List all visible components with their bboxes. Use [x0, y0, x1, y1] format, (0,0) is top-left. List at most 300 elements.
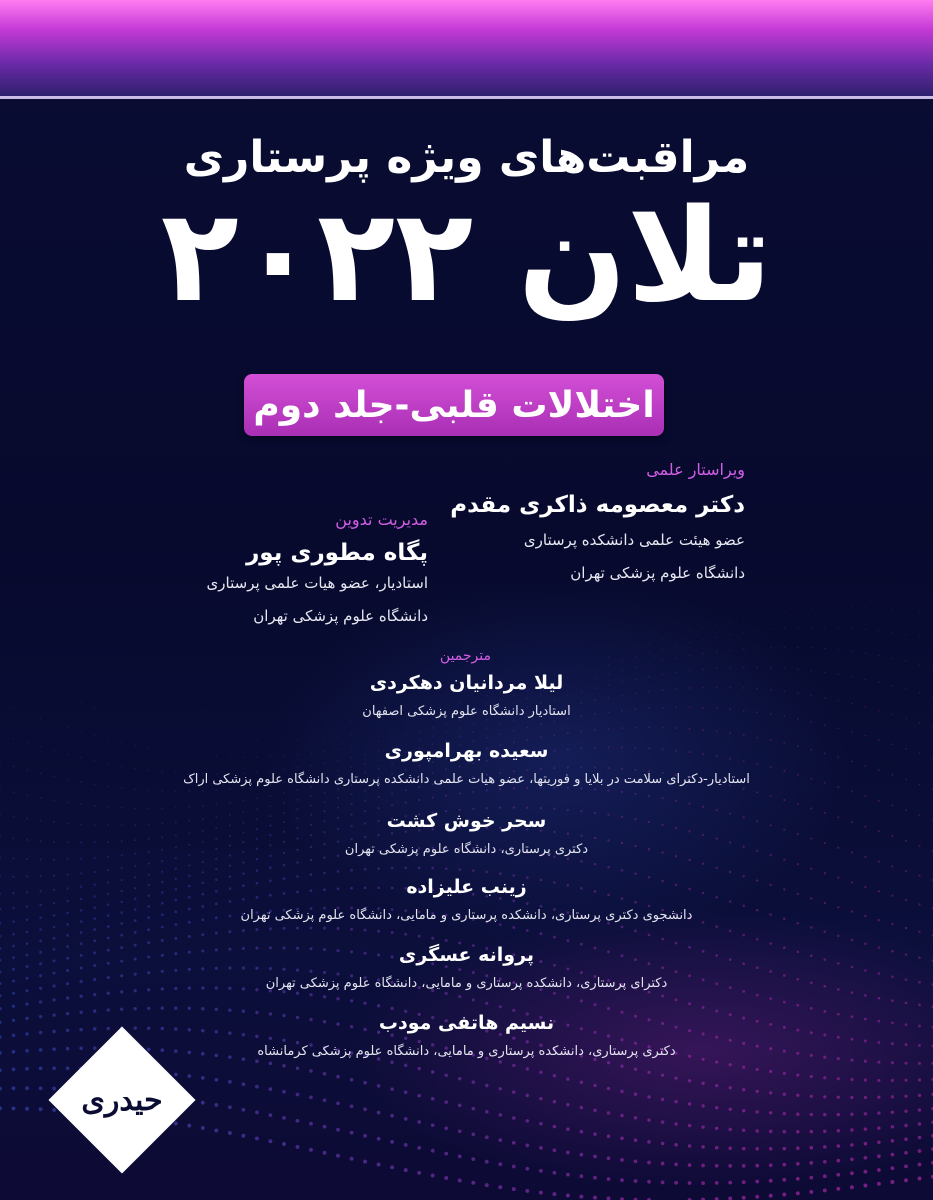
wave-dot: [405, 769, 407, 771]
wave-dot: [309, 1095, 313, 1099]
wave-dot: [539, 1071, 542, 1074]
wave-dot: [471, 1157, 475, 1161]
wave-dot: [458, 1155, 462, 1159]
wave-dot: [67, 667, 68, 668]
wave-dot: [918, 903, 920, 905]
wave-dot: [255, 1059, 259, 1063]
wave-dot: [607, 1035, 610, 1038]
wave-dot: [878, 997, 881, 1000]
wave-dot: [526, 726, 528, 728]
wave-dot: [838, 649, 839, 650]
wave-dot: [769, 1194, 773, 1198]
wave-dot: [566, 1151, 570, 1155]
wave-dot: [0, 994, 2, 997]
wave-dot: [742, 905, 745, 908]
wave-dot: [94, 735, 95, 736]
wave-dot: [809, 1190, 813, 1194]
wave-dot: [891, 805, 893, 807]
wave-dot: [255, 1111, 259, 1115]
wave-dot: [107, 904, 110, 907]
wave-dot: [377, 1137, 381, 1141]
wave-dot: [296, 927, 299, 930]
translator-name: سحر خوش کشت: [386, 810, 547, 832]
wave-dot: [838, 627, 839, 628]
wave-dot: [391, 867, 394, 870]
wave-dot: [661, 966, 664, 969]
translator-affiliation: دکتری پرستاری، دانشگاه علوم پزشکی تهران: [344, 842, 589, 857]
wave-dot: [67, 698, 68, 699]
wave-dot: [364, 868, 367, 871]
wave-dot: [283, 792, 285, 794]
wave-dot: [823, 1076, 826, 1079]
wave-dot: [473, 723, 475, 725]
wave-dot: [836, 1173, 840, 1177]
wave-dot: [716, 730, 718, 732]
wave-dot: [675, 645, 676, 646]
wave-dot: [566, 1103, 569, 1106]
wave-dot: [703, 627, 704, 628]
wave-dot: [337, 797, 339, 799]
wave-dot: [161, 836, 163, 838]
wave-dot: [377, 930, 380, 933]
wave-dot: [837, 1113, 840, 1116]
wave-dot: [405, 789, 407, 791]
wave-dot: [324, 792, 326, 794]
wave-dot: [297, 767, 299, 769]
wave-dot: [229, 788, 231, 790]
wave-dot: [784, 667, 786, 669]
wave-dot: [904, 1124, 907, 1127]
wave-dot: [634, 901, 637, 904]
wave-dot: [769, 1111, 772, 1114]
wave-dot: [567, 732, 569, 734]
wave-dot: [919, 663, 920, 664]
wave-dot: [864, 994, 867, 997]
wave-dot: [52, 1066, 56, 1070]
wave-dot: [674, 1076, 677, 1079]
wave-dot: [594, 668, 595, 669]
wave-dot: [404, 867, 407, 870]
wave-dot: [431, 1097, 435, 1101]
wave-dot: [661, 1162, 665, 1166]
wave-dot: [310, 834, 312, 836]
wave-dot: [769, 1163, 773, 1167]
wave-dot: [445, 768, 447, 770]
wave-dot: [594, 863, 597, 866]
wave-dot: [796, 1146, 800, 1150]
wave-dot: [566, 1173, 570, 1177]
wave-dot: [202, 805, 204, 807]
wave-dot: [702, 863, 704, 865]
wave-dot: [593, 1196, 597, 1200]
wave-dot: [674, 1143, 678, 1147]
wave-dot: [742, 1109, 745, 1112]
wave-dot: [25, 1067, 29, 1071]
wave-dot: [67, 858, 69, 860]
wave-dot: [782, 1193, 786, 1197]
wave-dot: [810, 1113, 813, 1116]
wave-dot: [40, 656, 41, 657]
wave-dot: [215, 967, 218, 970]
wave-dot: [26, 839, 28, 841]
wave-dot: [121, 787, 123, 789]
wave-dot: [147, 928, 150, 931]
wave-dot: [864, 1156, 868, 1160]
wave-dot: [864, 1142, 868, 1146]
wave-dot: [554, 721, 556, 723]
wave-dot: [608, 697, 610, 699]
wave-dot: [755, 1129, 758, 1132]
wave-dot: [405, 734, 406, 735]
wave-dot: [729, 1063, 732, 1066]
wave-dot: [620, 1090, 623, 1093]
wave-dot: [147, 971, 150, 974]
wave-dot: [755, 1164, 759, 1168]
wave-dot: [539, 1191, 543, 1195]
wave-dot: [701, 1164, 705, 1168]
wave-dot: [337, 722, 338, 723]
wave-dot: [243, 787, 245, 789]
wave-dot: [13, 791, 15, 793]
wave-dot: [525, 1167, 529, 1171]
wave-dot: [634, 930, 637, 933]
wave-dot: [485, 1183, 489, 1187]
wave-dot: [850, 1038, 853, 1041]
wave-dot: [201, 967, 204, 970]
wave-dot: [593, 1109, 596, 1112]
wave-dot: [891, 1095, 894, 1098]
wave-dot: [702, 669, 704, 671]
wave-dot: [647, 1071, 650, 1074]
wave-dot: [864, 1170, 868, 1174]
wave-dot: [890, 1180, 894, 1184]
wave-dot: [471, 1181, 475, 1185]
wave-dot: [80, 858, 82, 860]
wave-dot: [214, 1103, 218, 1107]
wave-dot: [905, 899, 907, 901]
wave-dot: [567, 695, 569, 697]
wave-dot: [608, 664, 609, 665]
wave-dot: [445, 731, 447, 733]
wave-dot: [770, 667, 772, 669]
wave-dot: [12, 1068, 16, 1072]
wave-dot: [297, 722, 298, 723]
wave-dot: [715, 925, 718, 928]
wave-dot: [486, 695, 487, 696]
wave-dot: [539, 932, 542, 935]
wave-dot: [296, 1145, 300, 1149]
wave-dot: [810, 721, 812, 723]
wave-dot: [891, 1166, 895, 1170]
wave-dot: [458, 868, 461, 871]
wave-dot: [0, 733, 1, 735]
wave-dot: [147, 1007, 150, 1010]
wave-dot: [784, 611, 785, 612]
wave-dot: [797, 668, 799, 670]
wave-dot: [824, 724, 826, 726]
wave-dot: [174, 1121, 178, 1125]
publisher-logo: [48, 1026, 195, 1173]
wave-dot: [729, 900, 732, 903]
wave-dot: [796, 1191, 800, 1195]
wave-dot: [648, 652, 649, 653]
wave-dot: [283, 769, 285, 771]
wave-dot: [0, 639, 1, 640]
wave-dot: [742, 1088, 745, 1091]
wave-dot: [891, 923, 893, 925]
wave-dot: [39, 928, 42, 931]
wave-dot: [634, 1093, 637, 1096]
wave-dot: [13, 738, 15, 740]
wave-dot: [0, 1035, 2, 1038]
wave-dot: [310, 926, 313, 929]
wave-dot: [53, 800, 55, 802]
wave-dot: [121, 765, 123, 767]
wave-dot: [0, 1087, 2, 1091]
wave-dot: [567, 858, 570, 861]
wave-dot: [770, 795, 772, 797]
wave-dot: [323, 1151, 327, 1155]
translator-name: لیلا مردانیان دهکردی: [369, 672, 564, 694]
wave-dot: [823, 1130, 826, 1133]
wave-dot: [864, 1096, 867, 1099]
wave-dot: [715, 1146, 719, 1150]
wave-dot: [175, 899, 178, 902]
wave-dot: [270, 721, 271, 722]
wave-dot: [499, 923, 502, 926]
wave-dot: [864, 1039, 867, 1042]
wave-dot: [865, 629, 866, 630]
wave-dot: [499, 733, 501, 735]
wave-dot: [336, 1101, 340, 1105]
wave-dot: [161, 970, 164, 973]
wave-dot: [701, 1104, 704, 1107]
wave-dot: [499, 723, 501, 725]
wave-dot: [701, 1082, 704, 1085]
wave-dot: [702, 834, 704, 836]
wave-dot: [323, 1072, 327, 1076]
wave-dot: [296, 861, 299, 864]
wave-dot: [865, 735, 867, 737]
wave-dot: [215, 903, 218, 906]
wave-dot: [620, 1064, 623, 1067]
wave-dot: [634, 793, 636, 795]
wave-dot: [729, 667, 731, 669]
wave-dot: [26, 931, 29, 934]
publisher-logo-text: حیدری: [81, 1082, 163, 1118]
wave-dot: [12, 857, 14, 859]
wave-dot: [742, 1196, 746, 1200]
wave-dot: [40, 797, 42, 799]
wave-dot: [877, 1096, 880, 1099]
wave-dot: [566, 967, 569, 970]
wave-dot: [39, 904, 41, 906]
wave-dot: [918, 931, 920, 933]
wave-dot: [567, 767, 569, 769]
wave-dot: [256, 869, 259, 872]
wave-dot: [53, 902, 55, 904]
wave-dot: [256, 838, 258, 840]
wave-dot: [743, 734, 745, 736]
wave-dot: [242, 898, 245, 901]
wave-dot: [716, 867, 718, 869]
wave-dot: [228, 966, 231, 969]
wave-dot: [904, 1137, 908, 1141]
wave-dot: [593, 1132, 597, 1136]
wave-dot: [498, 1162, 502, 1166]
wave-dot: [755, 1180, 759, 1184]
wave-dot: [742, 1066, 745, 1069]
wave-dot: [282, 1064, 286, 1068]
wave-dot: [66, 934, 69, 937]
wave-dot: [689, 631, 690, 632]
wave-dot: [175, 857, 177, 859]
wave-dot: [674, 1122, 677, 1125]
wave-dot: [674, 1181, 678, 1185]
wave-dot: [796, 1162, 800, 1166]
wave-dot: [581, 665, 582, 666]
wave-dot: [161, 939, 164, 942]
wave-dot: [378, 730, 379, 731]
wave-dot: [918, 1136, 922, 1140]
wave-dot: [553, 734, 555, 736]
wave-dot: [635, 647, 636, 648]
wave-dot: [607, 1156, 611, 1160]
wave-dot: [742, 1180, 746, 1184]
wave-dot: [661, 1074, 664, 1077]
wave-dot: [810, 1095, 813, 1098]
wave-dot: [66, 1066, 70, 1070]
wave-dot: [715, 1164, 719, 1168]
wave-dot: [864, 1079, 867, 1082]
translator-affiliation: استادیار-دکترای سلامت در بلایا و فوریتها، عضو هیات علمی دانشکده پرستاری دانشگاه علوم پزشکی اراک: [183, 772, 750, 787]
wave-dot: [837, 1036, 840, 1039]
wave-dot: [93, 939, 96, 942]
wave-dot: [580, 1174, 584, 1178]
wave-dot: [269, 927, 272, 930]
wave-dot: [554, 698, 556, 700]
wave-dot: [53, 972, 56, 975]
wave-dot: [201, 933, 204, 936]
wave-dot: [405, 802, 407, 804]
wave-dot: [553, 1171, 557, 1175]
wave-dot: [215, 1008, 218, 1011]
wave-dot: [94, 871, 96, 873]
translator-affiliation: دانشجوی دکتری پرستاری، دانشکده پرستاری و مامایی، دانشگاه علوم پزشکی تهران: [240, 908, 693, 923]
wave-dot: [689, 728, 691, 730]
wave-dot: [823, 1188, 827, 1192]
wave-dot: [905, 870, 907, 872]
wave-dot: [134, 865, 136, 867]
wave-dot: [904, 1165, 908, 1169]
wave-dot: [716, 636, 717, 637]
wave-dot: [661, 1142, 665, 1146]
wave-dot: [607, 1061, 610, 1064]
wave-dot: [661, 1120, 664, 1123]
wave-dot: [837, 700, 839, 702]
wave-dot: [390, 1007, 393, 1010]
wave-dot: [824, 930, 827, 933]
wave-dot: [148, 723, 149, 724]
wave-dot: [215, 838, 217, 840]
wave-dot: [621, 652, 622, 653]
wave-dot: [742, 1129, 745, 1132]
wave-dot: [905, 609, 906, 610]
wave-dot: [567, 833, 569, 835]
wave-dot: [188, 790, 190, 792]
wave-dot: [0, 1106, 2, 1110]
wave-dot: [242, 1082, 246, 1086]
wave-dot: [390, 1140, 394, 1144]
wave-dot: [309, 970, 312, 973]
wave-dot: [526, 929, 529, 932]
wave-dot: [728, 1197, 732, 1200]
wave-dot: [824, 872, 826, 874]
series-title: مراقبت‌های ویژه پرستاری: [183, 132, 750, 183]
wave-dot: [877, 1168, 881, 1172]
wave-dot: [444, 1126, 448, 1130]
wave-dot: [620, 1158, 624, 1162]
wave-dot: [824, 648, 825, 649]
wave-dot: [824, 607, 825, 608]
wave-dot: [620, 1178, 624, 1182]
wave-dot: [891, 1079, 894, 1082]
wave-dot: [310, 722, 311, 723]
wave-dot: [728, 1181, 732, 1185]
wave-dot: [390, 1114, 394, 1118]
wave-dot: [770, 613, 771, 614]
wave-dot: [242, 929, 245, 932]
wave-dot: [742, 1147, 746, 1151]
wave-dot: [94, 805, 96, 807]
wave-dot: [377, 834, 379, 836]
wave-dot: [701, 1145, 705, 1149]
wave-dot: [350, 838, 352, 840]
wave-dot: [904, 1151, 908, 1155]
wave-dot: [26, 769, 28, 771]
wave-dot: [769, 997, 772, 1000]
wave-dot: [269, 867, 272, 870]
wave-dot: [850, 1157, 854, 1161]
wave-dot: [80, 872, 82, 874]
wave-dot: [377, 1004, 380, 1007]
wave-dot: [0, 935, 1, 938]
wave-dot: [350, 869, 353, 872]
wave-dot: [350, 1157, 354, 1161]
wave-dot: [553, 1074, 556, 1077]
wave-dot: [836, 1159, 840, 1163]
translator-name: زینب علیزاده: [406, 876, 527, 898]
wave-dot: [526, 787, 528, 789]
wave-dot: [404, 1064, 407, 1067]
wave-dot: [729, 1086, 732, 1089]
wave-dot: [404, 1143, 408, 1147]
wave-dot: [796, 1074, 799, 1077]
wave-dot: [526, 807, 528, 809]
wave-dot: [134, 931, 137, 934]
wave-dot: [769, 1147, 773, 1151]
wave-dot: [540, 723, 542, 725]
wave-dot: [662, 639, 663, 640]
wave-dot: [891, 835, 893, 837]
wave-dot: [214, 1078, 218, 1082]
wave-dot: [148, 769, 150, 771]
wave-dot: [648, 643, 649, 644]
wave-dot: [471, 1132, 475, 1136]
wave-dot: [594, 729, 596, 731]
wave-dot: [823, 1113, 826, 1116]
wave-dot: [851, 627, 852, 628]
